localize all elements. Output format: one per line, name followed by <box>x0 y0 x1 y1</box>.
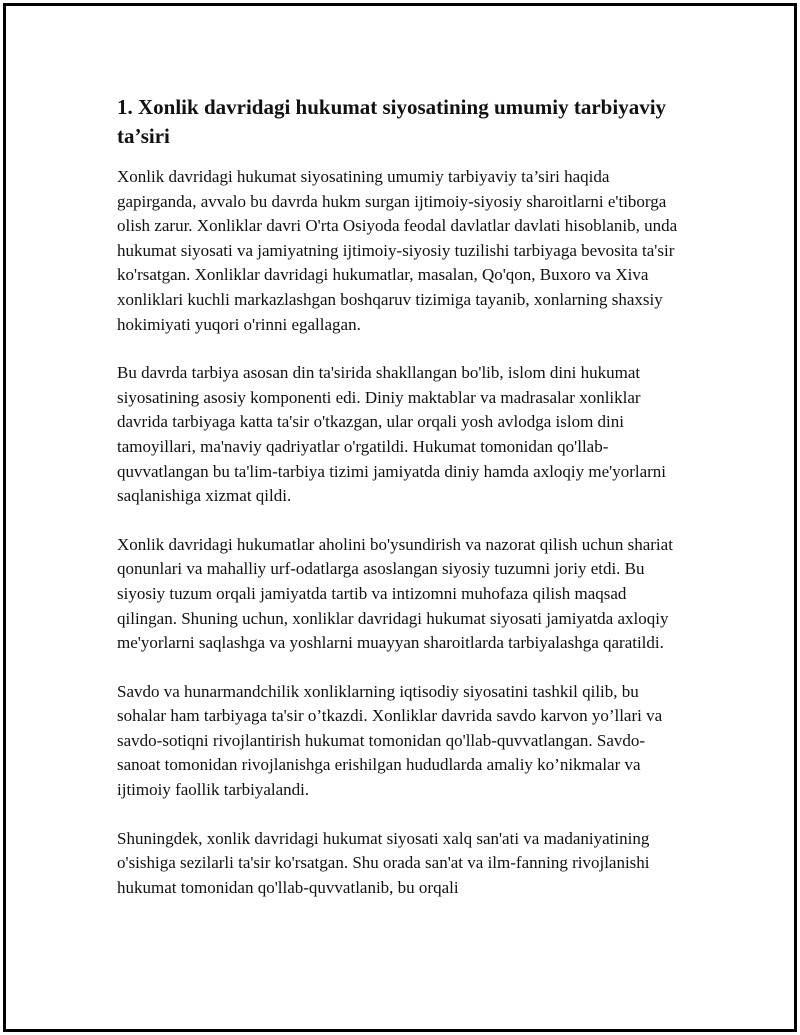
paragraph-3: Xonlik davridagi hukumatlar aholini bo'ysundirish va nazorat qilish uchun shariat qonunlari va mahalliy urf-odatlarga asoslangan siyosiy tuzumni joriy etdi. Bu siyosiy tuzum orqali jamiyatda tartib va intizomni muhofaza qilish maqsad qilingan. Shuning uchun, xonliklar davridagi hukumat siyosati jamiyatda axloqiy me'yorlarni saqlashga va yoshlarni muayyan sharoitlarda tarbiyalashga qaratildi. <box>117 534 673 653</box>
section-heading: 1. Xonlik davridagi hukumat siyosatining umumiy tarbiyaviy ta’siri <box>117 95 667 148</box>
document-body <box>117 93 687 924</box>
paragraph-4: Savdo va hunarmandchilik xonliklarning iqtisodiy siyosatini tashkil qilib, bu sohalar ham tarbiyaga ta'sir o’tkazdi. Xonliklar davrida savdo karvon yo’llari va savdo-sotiqni rivojlantirish hukumat tomonidan qo'llab-quvvatlangan. Savdo-sanoat tomonidan rivojlanishga erishilgan hududlarda amaliy ko’nikmalar va ijtimoiy faollik tarbiyalandi. <box>117 681 663 800</box>
paragraph-1: Xonlik davridagi hukumat siyosatining umumiy tarbiyaviy ta’siri haqida gapirganda, avvalo bu davrda hukm surgan ijtimoiy-siyosiy sharoitlarni e'tiborga olish zarur. Xonliklar davri O'rta Osiyoda feodal davlatlar davlati hisoblanib, unda hukumat siyosati va jamiyatning ijtimoiy-siyosiy tuzilishi tarbiyaga bevosita ta'sir ko'rsatgan. Xonliklar davridagi hukumatlar, masalan, Qo'qon, Buxoro va Xiva xonliklari kuchli markazlashgan boshqaruv tizimiga tayanib, xonlarning shaxsiy hokimiyati yuqori o'rinni egallagan. <box>117 167 678 334</box>
paragraph-5: Shuningdek, xonlik davridagi hukumat siyosati xalq san'ati va madaniyatining o'sishiga sezilarli ta'sir ko'rsatgan. Shu orada san'at va ilm-fanning rivojlanishi hukumat tomonidan qo'llab-quvvatlanib, bu orqali <box>117 828 650 897</box>
paragraph-2: Bu davrda tarbiya asosan din ta'sirida shakllangan bo'lib, islom dini hukumat siyosatining asosiy komponenti edi. Diniy maktablar va madrasalar xonliklar davrida tarbiyaga katta ta'sir o'tkazgan, ular orqali yosh avlodga islom dini tamoyillari, ma'naviy qadriyatlar o'rgatildi. Hukumat tomonidan qo'llab-quvvatlangan bu ta'lim-tarbiya tizimi jamiyatda diniy hamda axloqiy me'yorlarni saqlanishiga xizmat qildi. <box>117 363 667 506</box>
